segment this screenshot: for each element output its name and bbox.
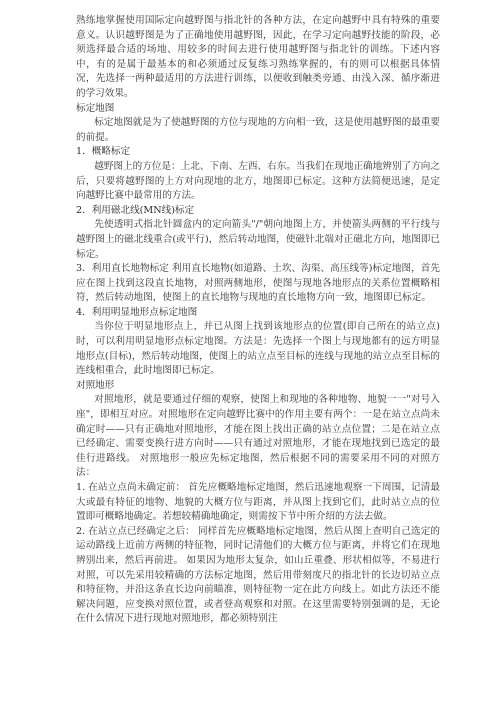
section-intro-paragraph: 标定地图就是为了使越野图的方位与现地的方向相一致，这是使用越野图的最重要的前提。: [76, 117, 440, 143]
case-paragraph-before-locate: 1. 在站立点尚未确定前： 首先应概略地标定地图，然后迅速地观察一下周围，记清最大或最有特征的地物、地貌的大概方位与距离，并从图上找到它们，此时站立点的位置即可概略地确定。若想较精确地确定，则需按下节中所介绍的方法去做。: [76, 482, 440, 523]
section-heading-orient-map: 标定地图: [76, 102, 115, 114]
item-heading-rough-orient: 1．概略标定: [76, 146, 131, 158]
item-heading-magnetic-north: 2．利用磁北线(MN线)标定: [76, 204, 195, 216]
item-body-magnetic-north: 先使透明式指北针圆盒内的定向箭头"/"朝向地图上方，并使箭头两侧的平行线与越野图上的磁北线重合(或平行)，然后转动地图，使磁针北端对正磁北方向，地图即已标定。: [76, 219, 440, 260]
item-heading-landmark: 4．利用明显地形点标定地图: [76, 306, 198, 318]
item-body-landmark: 当你位于明显地形点上，并已从图上找到该地形点的位置(即自己所在的站立点)时，可以利用明显地形点标定地图。方法是：先选择一个图上与现地都有的远方明显地形点(目标)，然后转动地图，使图上的站立点至目标的连线与现地的站立点至目标的连线相重合，此时地图即已标定。: [76, 321, 440, 377]
intro-paragraph: 熟练地掌握使用国际定向越野图与指北针的各种方法，在定向越野中具有特殊的重要意义。认识越野图是为了正确地使用越野图，因此，在学习定向越野技能的阶段，必须选择最合适的场地、用较多的时间去进行使用越野图与指北针的训练。下述内容中，有的是属于最基本的和必须通过反复练习熟练掌握的，有的则可以根据具体情况，先选择一两种最适用的方法进行训练，以便收到触类旁通、由浅入深、循序渐进的学习效果。: [76, 15, 440, 99]
case-paragraph-after-locate: 2. 在站立点已经确定之后： 同样首先应概略地标定地图，然后从图上查明自己选定的运动路线上近前方两侧的特征物，同时记清他们的大概方位与距离，并将它们在现地辨别出来，然后再前进。 如果因为地形太复杂，如山丘重叠、形状相似等，不易进行对照，可以先采用较精确的方法标定地图，然后用带刻度尺的指北针的长边切站立点和特征物，并沿这条直长边向前瞄准，则特征物一定在此方向线上。如此方法还不能解决问题，应变换对照位置，或者登高观察和对照。在这里需要特别强调的是，无论在什么情况下进行现地对照地形，都必须特别注: [76, 525, 440, 625]
item-body-rough-orient: 越野图上的方位是：上北、下南、左西、右东。当我们在现地正确地辨别了方向之后，只要将越野图的上方对向现地的北方，地图即已标定。这种方法简便迅速，是定向越野比赛中最常用的方法。: [76, 160, 440, 202]
section-body-terrain: 对照地形，就是要通过仔细的观察，使图上和现地的各种地物、地貌一一"对号入座"，即相互对应。对照地形在定向越野比赛中的作用主要有两个：一是在站立点尚未确定时——只有正确地对照地形，才能在图上找出正确的站立点位置；二是在站立点已经确定、需要变换行进方向时——只有通过对照地形，才能在现地找到已选定的最佳行进路线。 对照地形一般应先标定地图，然后根据不同的需要采用不同的对照方法：: [76, 394, 440, 479]
item-body-linear-feature: 3．利用直长地物标定 利用直长地物(如道路、土坎、沟渠、高压线等)标定地图，首先应在图上找到这段直长地物，对照两侧地形，使图与现地各地形点的关系位置概略相符，然后转动地图，使图上的直长地物与现地的直长地物方向一致，地图即已标定。: [76, 263, 440, 304]
section-heading-terrain: 对照地形: [76, 379, 115, 391]
